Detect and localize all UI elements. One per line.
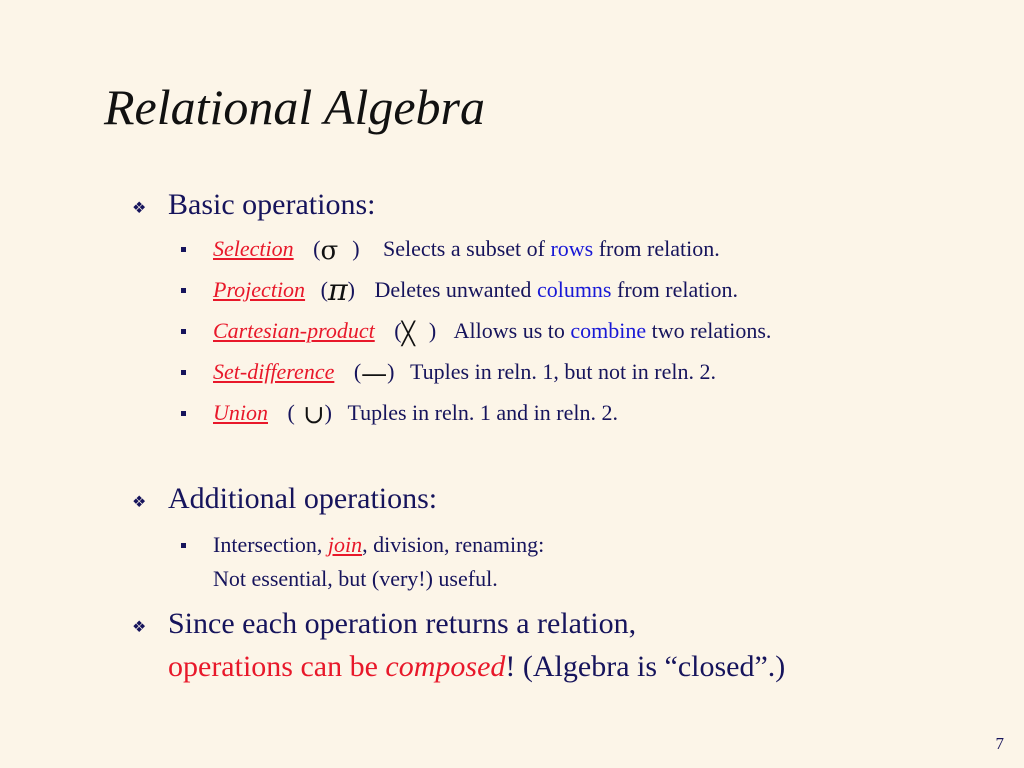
- additional-line1-pre: Intersection,: [213, 532, 328, 557]
- square-bullet-icon: [181, 370, 186, 375]
- slide-title: Relational Algebra: [104, 79, 485, 135]
- diamond-bullet-icon: ❖: [132, 619, 147, 636]
- close-paren: ): [428, 318, 437, 343]
- op-name: Set-difference: [213, 359, 335, 384]
- diamond-bullet-icon: ❖: [132, 494, 147, 511]
- open-paren: (: [394, 318, 402, 343]
- close-paren: ): [347, 277, 355, 302]
- join-term: join: [327, 532, 363, 557]
- op-desc-pre: Selects a subset of: [383, 236, 551, 261]
- op-desc-highlight: columns: [536, 277, 612, 302]
- basic-operations-label: Basic operations:: [168, 188, 376, 221]
- op-desc-post: from relation.: [593, 236, 720, 261]
- square-bullet-icon: [181, 411, 186, 416]
- close-paren: ): [352, 236, 360, 261]
- additional-line1-post: , division, renaming:: [362, 532, 545, 557]
- minus-icon: —: [361, 359, 388, 389]
- additional-operations-label: Additional operations:: [168, 482, 438, 515]
- op-name: Selection: [213, 236, 294, 261]
- open-paren: (: [287, 400, 295, 425]
- op-desc-post: two relations.: [646, 318, 772, 343]
- cross-product-icon: ╳: [401, 322, 415, 347]
- close-paren: ): [324, 400, 332, 425]
- composed-term: composed: [385, 650, 506, 683]
- composition-line1: Since each operation returns a relation,: [168, 607, 637, 640]
- square-bullet-icon: [181, 329, 186, 334]
- pi-icon: π: [327, 273, 348, 308]
- open-paren: (: [353, 359, 362, 384]
- op-desc: Tuples in reln. 1, but not in reln. 2.: [410, 359, 716, 384]
- op-desc-pre: Allows us to: [453, 318, 571, 343]
- op-name: Projection: [213, 277, 306, 302]
- close-paren: ): [387, 359, 395, 384]
- square-bullet-icon: [181, 288, 186, 293]
- open-paren: (: [313, 236, 321, 261]
- op-desc-highlight: rows: [550, 236, 594, 261]
- composition-post: ! (Algebra is “closed”.): [505, 650, 786, 683]
- op-desc-post: from relation.: [611, 277, 738, 302]
- sigma-icon: σ: [320, 236, 339, 266]
- page-number: 7: [995, 734, 1004, 753]
- op-name: Cartesian-product: [213, 318, 375, 343]
- additional-line2: Not essential, but (very!) useful.: [213, 566, 498, 591]
- composition-red-text: operations can be: [168, 650, 386, 683]
- op-desc: Tuples in reln. 1 and in reln. 2.: [347, 400, 618, 425]
- diamond-bullet-icon: ❖: [132, 200, 147, 217]
- union-icon: ∪: [302, 400, 325, 430]
- square-bullet-icon: [181, 543, 186, 548]
- op-name: Union: [213, 400, 268, 425]
- op-desc-pre: Deletes unwanted: [374, 277, 537, 302]
- square-bullet-icon: [181, 247, 186, 252]
- open-paren: (: [320, 277, 328, 302]
- op-desc-highlight: combine: [570, 318, 647, 343]
